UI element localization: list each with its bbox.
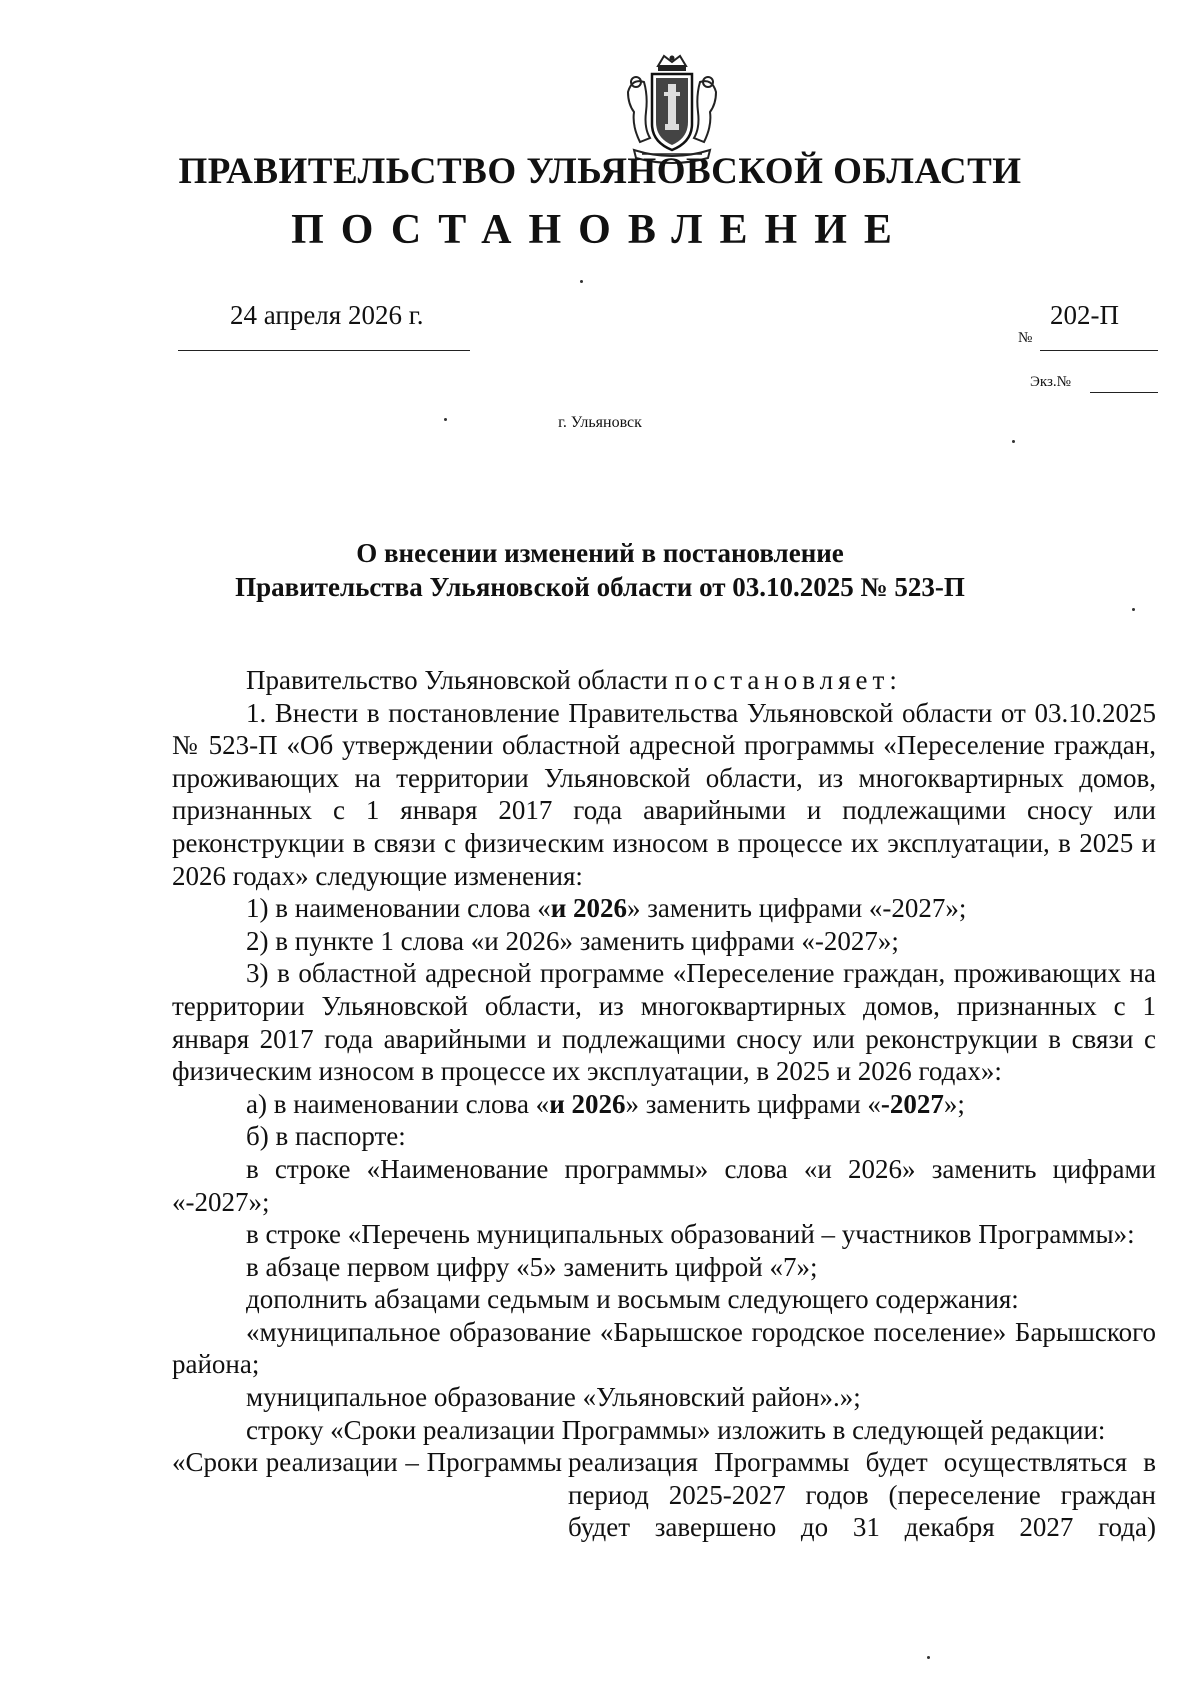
document-date: 24 апреля 2026 г. — [230, 300, 424, 330]
terms-table-right-cell: реализация Программы будет осуществляться в период 2025-2027 годов (переселение граждан будет завершено до 31 декабря 2027 года) — [568, 1447, 1156, 1543]
intro-colon: : — [889, 665, 897, 695]
number-underline — [1040, 350, 1158, 351]
intro-paragraph — [172, 664, 1156, 697]
subject-line-1: О внесении изменений в постановление — [356, 538, 844, 568]
terms-table-row — [172, 1446, 1156, 1544]
subitem-1-paragraph — [172, 892, 1156, 925]
point-a-bold-2: -2027 — [880, 1088, 944, 1119]
number-label: № — [1018, 330, 1033, 346]
supplement-paragraphs: дополнить абзацами седьмым и восьмым следующего содержания: — [246, 1284, 1019, 1315]
copy-number-label: Экз.№ — [1030, 374, 1071, 390]
point-a-paragraph — [172, 1088, 1156, 1121]
subject-line-2: Правительства Ульяновской области от 03.10.2025 № 523-П — [235, 572, 965, 602]
subitem-1-text-a: 1) в наименовании слова « — [246, 893, 551, 924]
date-underline — [178, 350, 470, 351]
scan-speck — [1012, 440, 1015, 443]
item-1-paragraph: 1. Внести в постановление Правительства Ульяновской области от 03.10.2025 № 523-П «Об утверждении областной адресной программы «Переселение граждан, проживающих на территории Ульяновской области, из многоквартирных домов, признанных с 1 января 2017 года аварийными и подлежащими сносу или реконструкции в связи с физическим износом в процессе их эксплуатации, в 2025 и 2026 годах» следующие изменения: — [172, 697, 1156, 891]
document-body — [172, 664, 1156, 1544]
intro-text: Правительство Ульяновской области — [246, 665, 675, 695]
passport-participants-paragraph: в строке «Перечень муниципальных образований – участников Программы»: — [246, 1219, 1135, 1250]
ulyanovsk-district-paragraph: муниципальное образование «Ульяновский район».»; — [246, 1382, 861, 1413]
scan-speck — [1132, 608, 1135, 611]
subitem-1-text-c: » заменить цифрами «-2027»; — [627, 893, 967, 924]
point-b-paragraph: б) в паспорте: — [246, 1121, 406, 1152]
document-number: 202-П — [1050, 300, 1119, 330]
intro-verb: постановляет — [674, 665, 890, 695]
first-paragraph-change: в абзаце первом цифру «5» заменить цифрой «7»; — [246, 1251, 818, 1282]
city-name: г. Ульяновск — [558, 414, 642, 431]
organization-title: ПРАВИТЕЛЬСТВО УЛЬЯНОВСКОЙ ОБЛАСТИ — [178, 151, 1022, 192]
document-subject — [0, 536, 1200, 604]
point-a-bold-1: и 2026 — [549, 1088, 626, 1119]
terms-table-left-cell: «Сроки реализации – Программы — [172, 1447, 562, 1478]
scan-speck — [580, 280, 583, 283]
subitem-3-paragraph: 3) в областной адресной программе «Переселение граждан, проживающих на территории Ульяновской области, из многоквартирных домов, признанных с 1 января 2017 года аварийными и подлежащими сносу или реконструкции в связи с физическим износом в процессе их эксплуатации, в 2025 и 2026 годах»: — [172, 958, 1156, 1087]
coat-of-arms-emblem — [618, 52, 726, 166]
copy-number-underline — [1090, 392, 1158, 393]
scan-speck — [444, 418, 447, 421]
subitem-1-bold: и 2026 — [550, 893, 628, 924]
passport-name-row-paragraph: в строке «Наименование программы» слова «и 2026» заменить цифрами «-2027»; — [172, 1153, 1156, 1217]
terms-row-paragraph: строку «Сроки реализации Программы» изложить в следующей редакции: — [246, 1414, 1106, 1445]
barysh-municipality-paragraph: «муниципальное образование «Барышское городское поселение» Барышского района; — [172, 1316, 1156, 1380]
scan-speck — [927, 1656, 930, 1659]
point-a-text-a: а) в наименовании слова « — [246, 1088, 550, 1119]
point-a-text-c: » заменить цифрами « — [625, 1088, 881, 1119]
document-type-title: ПОСТАНОВЛЕНИЕ — [291, 207, 909, 253]
subitem-2-paragraph: 2) в пункте 1 слова «и 2026» заменить цифрами «-2027»; — [246, 925, 899, 956]
point-a-text-e: »; — [943, 1088, 965, 1119]
